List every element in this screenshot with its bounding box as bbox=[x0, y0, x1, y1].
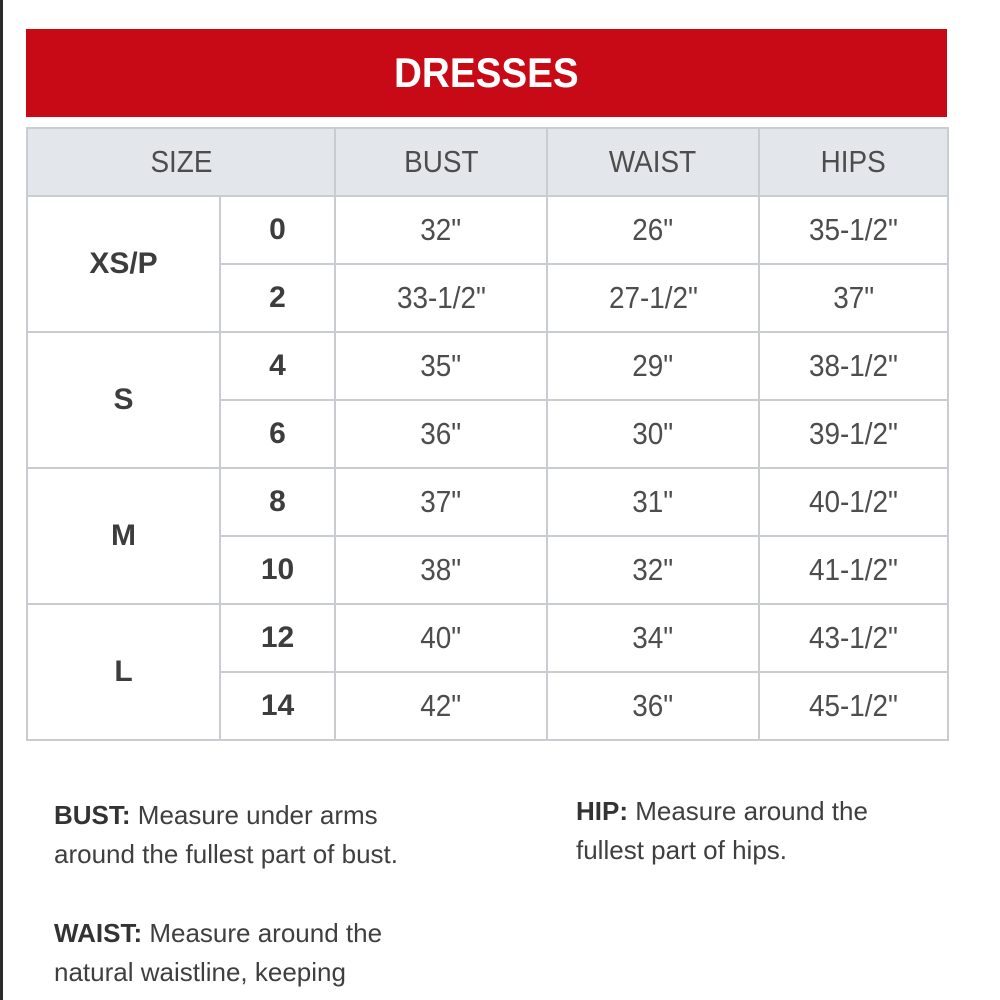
waist-note-label: WAIST: bbox=[54, 918, 143, 948]
size-number-cell: 12 bbox=[220, 604, 335, 672]
header-bust: BUST bbox=[335, 128, 547, 196]
hips-cell: 39-1/2" bbox=[759, 400, 948, 468]
bust-cell: 36" bbox=[335, 400, 547, 468]
bust-cell: 35" bbox=[335, 332, 547, 400]
size-number-cell: 0 bbox=[220, 196, 335, 264]
left-edge-border bbox=[0, 0, 3, 1000]
bust-cell: 37" bbox=[335, 468, 547, 536]
table-row bbox=[27, 604, 948, 672]
hip-note-label: HIP: bbox=[576, 796, 628, 826]
category-cell: L bbox=[27, 604, 220, 740]
waist-cell: 26" bbox=[547, 196, 759, 264]
bust-cell: 42" bbox=[335, 672, 547, 740]
hip-note-line1: Measure around the bbox=[628, 796, 868, 826]
size-number-cell: 4 bbox=[220, 332, 335, 400]
hips-cell: 45-1/2" bbox=[759, 672, 948, 740]
size-number-cell: 10 bbox=[220, 536, 335, 604]
size-number-cell: 14 bbox=[220, 672, 335, 740]
table-row bbox=[27, 468, 948, 536]
bust-note bbox=[54, 796, 474, 874]
waist-cell: 30" bbox=[547, 400, 759, 468]
size-number-cell: 8 bbox=[220, 468, 335, 536]
table-row bbox=[27, 196, 948, 264]
hips-cell: 37" bbox=[759, 264, 948, 332]
table-header-row bbox=[27, 128, 948, 196]
waist-cell: 29" bbox=[547, 332, 759, 400]
header-waist: WAIST bbox=[547, 128, 759, 196]
hip-note-line2: fullest part of hips. bbox=[576, 835, 787, 865]
waist-note bbox=[54, 914, 474, 992]
waist-cell: 34" bbox=[547, 604, 759, 672]
size-table bbox=[26, 127, 949, 741]
category-cell: S bbox=[27, 332, 220, 468]
hips-cell: 43-1/2" bbox=[759, 604, 948, 672]
title-banner bbox=[26, 29, 947, 117]
bust-cell: 40" bbox=[335, 604, 547, 672]
bust-cell: 32" bbox=[335, 196, 547, 264]
size-number-cell: 6 bbox=[220, 400, 335, 468]
size-number-cell: 2 bbox=[220, 264, 335, 332]
page-title: DRESSES bbox=[394, 49, 579, 96]
table-row bbox=[27, 332, 948, 400]
hip-note bbox=[576, 792, 976, 870]
waist-cell: 36" bbox=[547, 672, 759, 740]
bust-cell: 33-1/2" bbox=[335, 264, 547, 332]
hips-cell: 41-1/2" bbox=[759, 536, 948, 604]
header-hips: HIPS bbox=[759, 128, 948, 196]
waist-note-line1: Measure around the bbox=[142, 918, 383, 948]
bust-note-line1: Measure under arms bbox=[130, 800, 378, 830]
hips-cell: 35-1/2" bbox=[759, 196, 948, 264]
waist-note-line2: natural waistline, keeping bbox=[54, 957, 346, 987]
category-cell: M bbox=[27, 468, 220, 604]
category-cell: XS/P bbox=[27, 196, 220, 332]
hips-cell: 40-1/2" bbox=[759, 468, 948, 536]
bust-note-line2: around the fullest part of bust. bbox=[54, 839, 398, 869]
bust-cell: 38" bbox=[335, 536, 547, 604]
header-size: SIZE bbox=[27, 128, 335, 196]
waist-cell: 32" bbox=[547, 536, 759, 604]
hips-cell: 38-1/2" bbox=[759, 332, 948, 400]
bust-note-label: BUST: bbox=[54, 800, 131, 830]
waist-cell: 31" bbox=[547, 468, 759, 536]
waist-cell: 27-1/2" bbox=[547, 264, 759, 332]
